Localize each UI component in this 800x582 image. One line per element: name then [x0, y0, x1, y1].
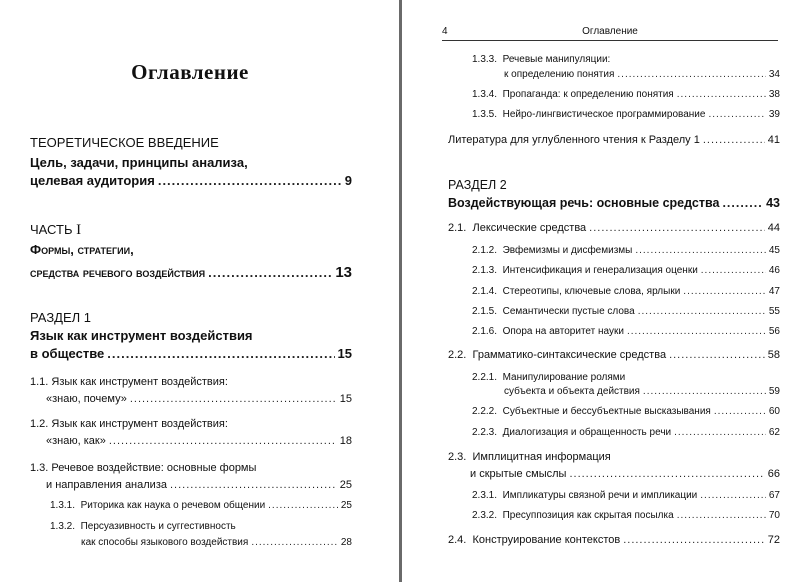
entry-number: 2.1.6. — [472, 326, 498, 337]
page-number: 41 — [767, 134, 780, 146]
page-number: 46 — [768, 265, 780, 276]
toc-entry-1-3-2 — [81, 537, 352, 548]
toc-entry-section2 — [448, 196, 780, 210]
leader-dots — [170, 479, 337, 491]
page-number: 9 — [344, 173, 352, 188]
leader-dots — [268, 500, 338, 511]
toc-entry-2-2-2 — [472, 406, 780, 417]
toc-entry-theory — [30, 173, 352, 188]
toc-entry-section1 — [30, 346, 352, 361]
toc-entry-2-2-1 — [504, 386, 780, 397]
leader-dots — [109, 435, 337, 447]
section1-title-line2: в обществе — [30, 346, 105, 361]
leader-dots — [683, 286, 766, 297]
toc-entry-1-3-3-line1 — [472, 54, 610, 65]
entry-title: Интенсификация и генерализация оценки — [502, 265, 698, 276]
entry-title: Пресуппозиция как скрытая посылка — [502, 510, 674, 521]
section2-label: РАЗДЕЛ 2 — [448, 178, 507, 192]
leader-dots — [589, 222, 765, 234]
entry-number: 2.1.4. — [472, 286, 498, 297]
toc-entry-1-3-line1 — [30, 462, 256, 474]
entry-title-line2: субъекта и объекта действия — [504, 386, 640, 397]
toc-entry-2-1-3 — [472, 265, 780, 276]
entry-title: Речевые манипуляции: — [502, 54, 611, 65]
entry-number: 2.2.1. — [472, 372, 498, 383]
right-page — [404, 0, 800, 582]
entry-title: Персуазивность и суггестивность — [80, 521, 236, 532]
entry-title-line2: к определению понятия — [504, 69, 615, 80]
entry-title: Риторика как наука о речевом общении — [80, 500, 266, 511]
header-rule — [442, 40, 778, 41]
toc-entry-1-1 — [46, 393, 352, 405]
leader-dots — [638, 306, 766, 317]
leader-dots — [722, 196, 763, 210]
page-number: 39 — [768, 109, 780, 120]
entry-number: 1.3.5. — [472, 109, 498, 120]
page-number: 59 — [768, 386, 780, 397]
leader-dots — [677, 89, 766, 100]
page-number: 28 — [340, 537, 352, 548]
toc-entry-part — [30, 264, 352, 281]
header-title: Оглавление — [582, 26, 638, 37]
page-number: 67 — [768, 490, 780, 501]
toc-entry-1-3-2-line1 — [50, 521, 236, 532]
entry-title: Семантически пустые слова — [502, 306, 635, 317]
page-number: 38 — [768, 89, 780, 100]
leader-dots — [251, 537, 338, 548]
entry-title-line2: и скрытые смыслы — [470, 468, 567, 480]
section1-label: РАЗДЕЛ 1 — [30, 310, 92, 325]
entry-number: 2.1. — [448, 222, 467, 234]
entry-title-line2: «знаю, почему» — [46, 393, 127, 405]
page-number: 18 — [339, 435, 352, 447]
entry-title: Пропаганда: к определению понятия — [502, 89, 674, 100]
page-number: 25 — [339, 479, 352, 491]
toc-title: Оглавление — [131, 60, 249, 84]
entry-number: 2.2. — [448, 349, 467, 361]
toc-entry-1-2 — [46, 435, 352, 447]
entry-number: 2.1.2. — [472, 245, 498, 256]
entry-title: Имплицитная информация — [472, 451, 611, 463]
theory-title-line2: целевая аудитория — [30, 173, 155, 188]
entry-number: 2.4. — [448, 534, 467, 546]
page-number: 25 — [340, 500, 352, 511]
toc-entry-2-4 — [448, 534, 780, 546]
entry-title-line2: «знаю, как» — [46, 435, 106, 447]
part-heading — [30, 222, 81, 239]
page-number: 34 — [768, 69, 780, 80]
page-number: 15 — [339, 393, 352, 405]
page-number: 45 — [768, 245, 780, 256]
entry-number: 1.3.3. — [472, 54, 498, 65]
leader-dots — [703, 134, 765, 146]
section2-title: Воздействующая речь: основные средства — [448, 196, 720, 210]
leader-dots — [569, 468, 764, 480]
toc-entry-1-3 — [46, 479, 352, 491]
page-number: 43 — [766, 196, 780, 210]
entry-number: 1.2. — [30, 418, 49, 430]
entry-number: 2.3.1. — [472, 490, 498, 501]
entry-title: Язык как инструмент воздействия: — [51, 376, 228, 388]
entry-title: Опора на авторитет науки — [502, 326, 624, 337]
leader-dots — [130, 393, 337, 405]
entry-title-line2: и направления анализа — [46, 479, 167, 491]
entry-number: 1.3.1. — [50, 500, 76, 511]
toc-entry-2-3-line1 — [448, 451, 611, 463]
leader-dots — [669, 349, 765, 361]
page-number: 58 — [767, 349, 780, 361]
entry-title: Язык как инструмент воздействия: — [51, 418, 228, 430]
entry-title: Конструирование контекстов — [472, 534, 621, 546]
entry-title: Субъектные и бессубъектные высказывания — [502, 406, 711, 417]
entry-number: 2.2.3. — [472, 427, 498, 438]
toc-entry-1-3-4 — [472, 89, 780, 100]
toc-entry-2-1-5 — [472, 306, 780, 317]
entry-title: Импликатуры связной речи и импликации — [502, 490, 698, 501]
toc-entry-2-1-4 — [472, 286, 780, 297]
toc-entry-1-3-3 — [504, 69, 780, 80]
page-number: 62 — [768, 427, 780, 438]
leader-dots — [714, 406, 766, 417]
page-divider — [399, 0, 402, 582]
part-label: ЧАСТЬ — [30, 222, 73, 237]
toc-entry-2-1-2 — [472, 245, 780, 256]
leader-dots — [677, 510, 766, 521]
leader-dots — [643, 386, 766, 397]
leader-dots — [674, 427, 766, 438]
theory-heading: ТЕОРЕТИЧЕСКОЕ ВВЕДЕНИЕ — [30, 135, 219, 150]
part-title-line1: Формы, стратегии, — [30, 242, 134, 257]
leader-dots — [708, 109, 765, 120]
part-title-line2: средства речевого воздействия — [30, 265, 206, 280]
page-number: 13 — [335, 264, 352, 281]
page-number: 70 — [768, 510, 780, 521]
page-number: 66 — [767, 468, 780, 480]
section1-title-line1: Язык как инструмент воздействия — [30, 328, 253, 343]
entry-title: Манипулирование ролями — [502, 372, 626, 383]
leader-dots — [617, 69, 765, 80]
toc-entry-1-2-line1 — [30, 418, 228, 430]
entry-title: Грамматико-синтаксические средства — [472, 349, 667, 361]
toc-entry-2-3-2 — [472, 510, 780, 521]
toc-entry-2-3-1 — [472, 490, 780, 501]
entry-number: 2.3. — [448, 451, 467, 463]
toc-entry-2-1 — [448, 222, 780, 234]
toc-entry-2-3 — [470, 468, 780, 480]
toc-entry-2-1-6 — [472, 326, 780, 337]
page-number: 47 — [768, 286, 780, 297]
part-number: I — [76, 222, 82, 238]
toc-entry-1-1-line1 — [30, 376, 228, 388]
theory-title-line1: Цель, задачи, принципы анализа, — [30, 155, 248, 170]
header-page-number: 4 — [442, 26, 448, 37]
toc-entry-literature — [448, 134, 780, 146]
leader-dots — [700, 490, 766, 501]
toc-entry-1-3-1 — [50, 500, 352, 511]
entry-number: 2.1.5. — [472, 306, 498, 317]
entry-title: Лексические средства — [472, 222, 587, 234]
entry-number: 1.3.4. — [472, 89, 498, 100]
leader-dots — [158, 173, 342, 188]
entry-title: Эвфемизмы и дисфемизмы — [502, 245, 633, 256]
entry-number: 2.3.2. — [472, 510, 498, 521]
page-number: 55 — [768, 306, 780, 317]
leader-dots — [107, 346, 334, 361]
entry-number: 2.1.3. — [472, 265, 498, 276]
toc-entry-2-2-1-line1 — [472, 372, 625, 383]
entry-title: Нейро-лингвистическое программирование — [502, 109, 706, 120]
entry-title: Речевое воздействие: основные формы — [51, 462, 257, 474]
toc-entry-2-2 — [448, 349, 780, 361]
entry-title: Диалогизация и обращенность речи — [502, 427, 672, 438]
entry-number: 1.1. — [30, 376, 49, 388]
leader-dots — [627, 326, 766, 337]
leader-dots — [635, 245, 766, 256]
entry-title-line2: как способы языкового воздействия — [81, 537, 249, 548]
toc-entry-1-3-5 — [472, 109, 780, 120]
leader-dots — [208, 265, 332, 280]
entry-title: Стереотипы, ключевые слова, ярлыки — [502, 286, 681, 297]
page-number: 56 — [768, 326, 780, 337]
entry-number: 1.3.2. — [50, 521, 76, 532]
page-number: 72 — [767, 534, 780, 546]
entry-number: 2.2.2. — [472, 406, 498, 417]
page-number: 15 — [337, 346, 352, 361]
toc-entry-2-2-3 — [472, 427, 780, 438]
entry-number: 1.3. — [30, 462, 49, 474]
page-number: 44 — [767, 222, 780, 234]
left-page — [0, 0, 398, 582]
entry-title: Литература для углубленного чтения к Разделу 1 — [448, 134, 700, 146]
leader-dots — [701, 265, 766, 276]
page-number: 60 — [768, 406, 780, 417]
leader-dots — [623, 534, 765, 546]
